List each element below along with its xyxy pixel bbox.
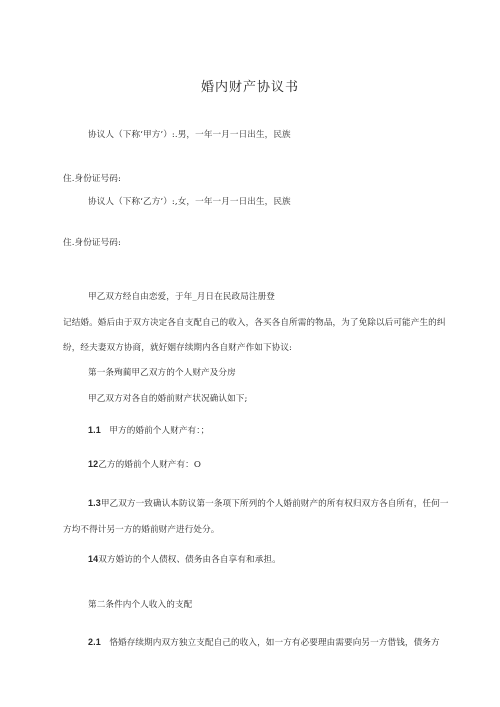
item-1-2	[88, 458, 201, 471]
party-a-line-2: 住.身份证号码:	[63, 174, 121, 184]
article-1-intro: 甲乙双方对各自的婚前财产状况确认如下;	[88, 394, 248, 404]
item-1-4-number: 14	[88, 554, 99, 564]
item-2-1-text: 恪婚存续期内双方独立支配自己的收入，如一方有必要理由需要向另一方借钱，债务方	[109, 638, 440, 648]
item-2-1-number: 2.1	[88, 637, 101, 647]
item-1-3-line-1	[88, 497, 449, 510]
intro-line-2: 记结婚。婚后由于双方决定各自支配自己的收入，各买各自所需的物品，为了免除以后可能产生的纠	[63, 318, 446, 328]
item-1-1-text: 甲方的婚前个人财产有：；	[109, 426, 210, 436]
article-2-title: 第二条件内个人收入的支配	[88, 600, 193, 610]
party-b-line-2: 住.身份证号码:	[63, 238, 121, 248]
party-b-line-1: 协议人（下称‘乙方’）:,女，一年一月一日出生，民族	[88, 197, 291, 207]
item-2-1	[88, 636, 440, 649]
intro-line-1: 甲乙双方经自由恋爱，于年_月日在民政局注册登	[88, 292, 275, 302]
article-1-title: 第一条殉蔺甲乙双方的个人财产及分房	[88, 368, 236, 378]
item-1-1-number: 1.1	[88, 425, 101, 435]
party-a-line-1: 协议人（下称‘甲方’）:.男，一年一月一日出生，民族	[88, 130, 291, 140]
item-1-3-number: 1.3	[88, 498, 101, 508]
item-1-2-number: 12	[88, 459, 99, 469]
item-1-4	[88, 553, 281, 566]
item-1-2-text: 乙方的婚前个人财产有：O	[98, 460, 201, 470]
intro-line-3: 纷，经夫妻双方协商，就好姻存续期内各自财产作如下协议:	[63, 343, 293, 353]
item-1-3-text: 甲乙双方一致确认本防议第一条项下所列的个人婚前财产的所有权归双方各自所有，任何一	[100, 499, 449, 509]
item-1-3-line-2: 方均不得计另一方的婚前财产进行处分。	[63, 525, 220, 535]
item-1-4-text: 双方婚访的个人债权、债务由各自享有和承担。	[98, 555, 281, 565]
item-1-1	[88, 424, 209, 437]
document-title: 婚内财产协议书	[200, 80, 299, 95]
